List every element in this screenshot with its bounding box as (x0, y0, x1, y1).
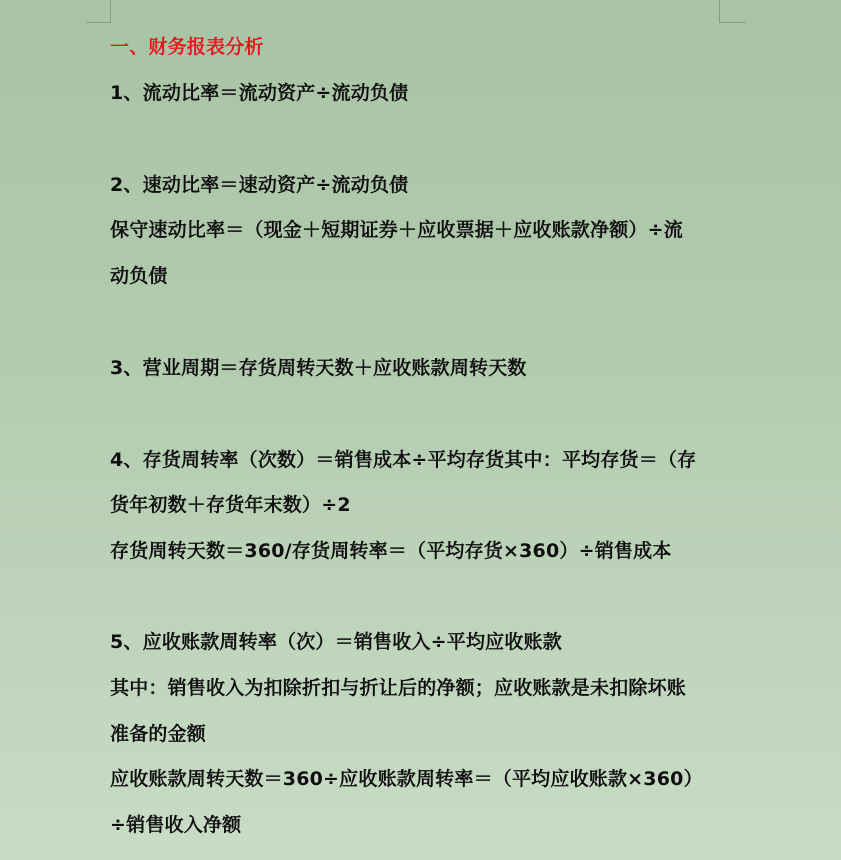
formula-current-ratio: 1、流动比率＝流动资产÷流动负债 (110, 82, 409, 104)
formula-inventory-turnover-days: 存货周转天数＝360/存货周转率＝（平均存货×360）÷销售成本 (110, 540, 672, 562)
formula-receivables-turnover-days: 应收账款周转天数＝360÷应收账款周转率＝（平均应收账款×360） (110, 768, 703, 790)
formula-quick-ratio: 2、速动比率＝速动资产÷流动负债 (110, 174, 409, 196)
note-receivables-cont: 准备的金额 (110, 723, 207, 745)
formula-receivables-turnover-days-cont: ÷销售收入净额 (110, 814, 242, 836)
formula-receivables-turnover: 5、应收账款周转率（次）＝销售收入÷平均应收账款 (110, 631, 562, 653)
formula-conservative-quick-ratio-cont: 动负债 (110, 265, 168, 287)
formula-inventory-turnover-cont: 货年初数＋存货年末数）÷2 (110, 494, 351, 516)
formula-conservative-quick-ratio: 保守速动比率＝（现金＋短期证券＋应收票据＋应收账款净额）÷流 (110, 219, 683, 241)
section-heading: 一、财务报表分析 (110, 36, 264, 58)
page-corner-mark-right (719, 0, 746, 23)
note-receivables: 其中：销售收入为扣除折扣与折让后的净额；应收账款是未扣除坏账 (110, 677, 687, 699)
page-corner-mark-left (86, 0, 111, 23)
formula-operating-cycle: 3、营业周期＝存货周转天数＋应收账款周转天数 (110, 357, 527, 379)
formula-inventory-turnover: 4、存货周转率（次数）＝销售成本÷平均存货其中：平均存货＝（存 (110, 449, 697, 471)
